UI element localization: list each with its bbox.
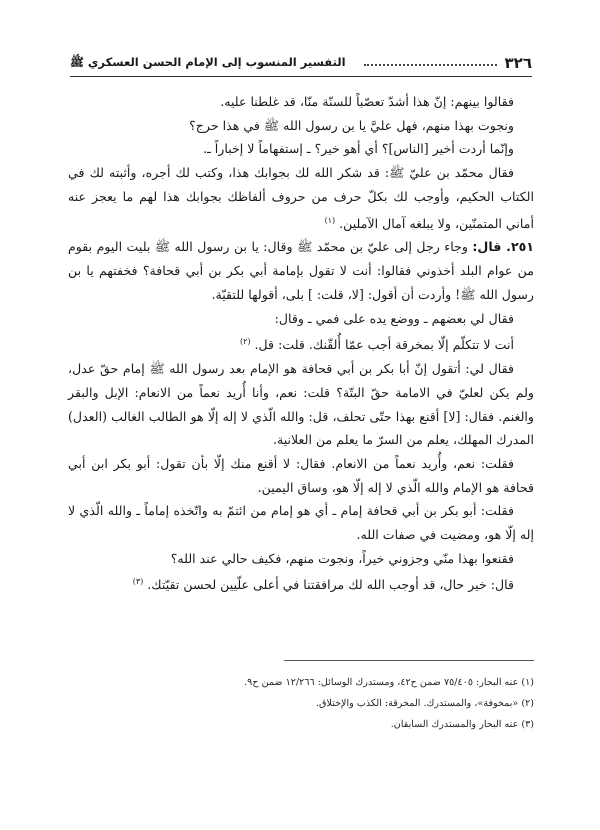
paragraph: قال: خير حال، قد أوجب الله لك مرافقتنا في أعلى علّيين لحسن تقيّتك. $^{(٣)}$ bbox=[132, 577, 514, 593]
footnote-mark: (١) bbox=[324, 215, 336, 225]
paragraph: فقالوا بينهم: إنّ هذا أشدّ تعصّباً للسنّة منّا، قد غلطنا عليه. bbox=[220, 94, 514, 109]
footnotes bbox=[68, 672, 534, 735]
page-number: ٣٢٦ bbox=[504, 54, 532, 72]
paragraph: ونجوت بهذا منهم، فهل عليَّ يا بن رسول الله ﷺ في هذا حرج؟ bbox=[189, 117, 514, 133]
numbered-paragraph: ٢٥١. قال: وجاء رجل إلى عليّ بن محمّد ﷺ وقال: يا بن رسول الله ﷺ بليت اليوم بقوم من عوام البلد أخذوني فقالوا: أنت لا تقول بإمامة أبي بكر بن أبي قحافة؟ فخفتهم يا بن رسول الله ﷺ! وأردت أن أقول: [لا، قلت: ] بلى، أقولها للتقيّة. bbox=[68, 239, 534, 302]
paragraph: فقلت: أبو بكر بن أبي قحافة إمام ـ أي هو إمام من ائتمّ به واتّخذه إماماً ـ والله الّذي لا إله إلّا هو، ومضيت في صفات الله. bbox=[68, 503, 534, 543]
paragraph: وإنّما أردت أخير [الناس]؟ أي أهو خير؟ ـ إستفهاماً لا إخباراً ـ. bbox=[203, 141, 514, 157]
body-text bbox=[68, 90, 534, 597]
page-header bbox=[70, 52, 532, 77]
paragraph: أنت لا تتكلّم إلّا بمخرقة أجب عمّا أُلقّنك. قلت: قل. $^{(٢)}$ bbox=[239, 337, 514, 353]
header-dotted-leader bbox=[364, 63, 497, 66]
footnote-separator bbox=[284, 660, 534, 661]
paragraph: فقال لي: أتقول إنّ أبا بكر بن أبي قحافة هو الإمام بعد رسول الله ﷺ إمام حقّ عدل، ولم يكن لعليّ في الامامة حقّ البتّة؟ قلت: نعم، وأنا أُريد نعماً من الانعام: الإبل والبقر والغنم. فقال: [لا] أقنع بهذا حتّى تحلف، قل: والله الّذي لا إله إلّا هو الطالب الغالب (العدل) المدرك المهلك، يعلم من السرّ ما يعلم من العلانية. bbox=[68, 361, 534, 448]
paragraph: فقال محمّد بن عليّ ﷺ: قد شكر الله لك بجوابك هذا، وكتب لك أجره، وأثبته لك في الكتاب الحكيم، وأوجب لك بكلّ حرف من حروف ألفاظك بجوابك هذا لهم ما يعجز عنه أماني المتمنّين، ولا يبلغه آمال الآملين. $^{(١)}$ bbox=[68, 165, 534, 231]
running-title: التفسير المنسوب إلى الإمام الحسن العسكري ﷺ bbox=[70, 55, 346, 69]
paragraph-number: ٢٥١. قال: bbox=[472, 239, 534, 255]
footnote-mark: (٣) bbox=[132, 577, 144, 587]
footnote-mark: (٢) bbox=[239, 337, 251, 347]
footnote: (٢) «بمخوفة»، والمستدرك. المخرقة: الكذب والإختلاق. bbox=[315, 698, 534, 709]
paragraph: فقلت: نعم، وأُريد نعماً من الانعام. فقال: لا أقنع منك إلّا بأن تقول: أبو بكر ابن أبي قحافة هو الإمام والله الّذي لا إله إلّا هو، وساق اليمين. bbox=[68, 455, 534, 495]
footnote: (١) عنه البحار: ٧٥/٤٠٥ ضمن ح٤٢، ومستدرك الوسائل: ١٢/٢٦٦ ضمن ح٩. bbox=[244, 677, 534, 688]
paragraph: فقنعوا بهذا منّي وجزوني خيراً، ونجوت منهم، فكيف حالي عند الله؟ bbox=[170, 550, 514, 566]
paragraph: فقال لي بعضهم ـ ووضع يده على فمي ـ وقال: bbox=[274, 310, 514, 326]
footnote: (٣) عنه البحار والمستدرك السابقان. bbox=[390, 719, 534, 730]
